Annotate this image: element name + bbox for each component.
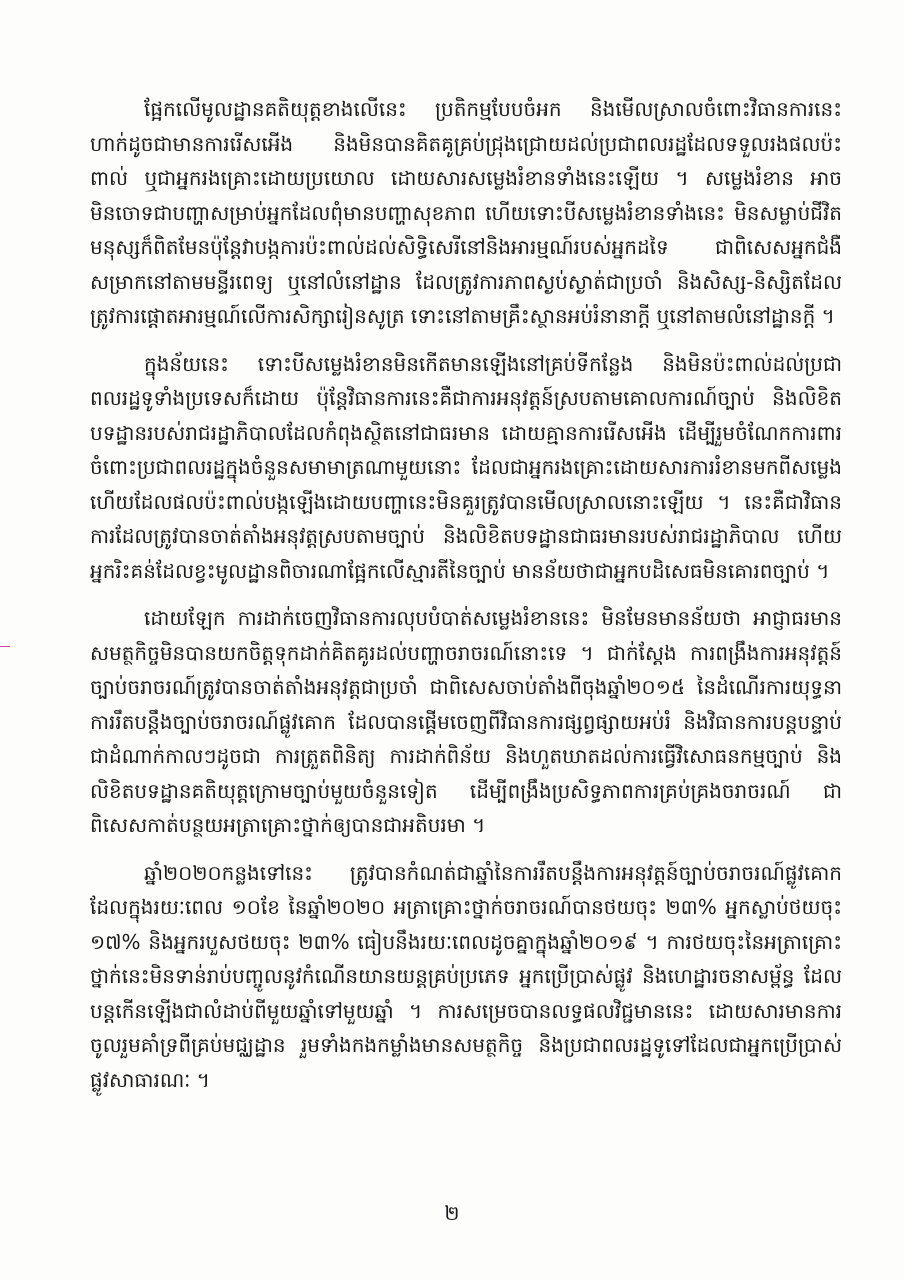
margin-mark bbox=[0, 646, 10, 647]
paragraph-4: ឆ្នាំ២០២០កន្លងទៅនេះ ត្រូវបានកំណត់ជាឆ្នាំនៃការរឹតបន្តឹងការអនុវត្តន៍ច្បាប់ចរាចរណ៍ផ្លូវគោក ដែលក្នុងរយៈពេល ១០ខែ នៃឆ្នាំ២០២០ អត្រាគ្រោះថ្នាក់ចរាចរណ៍បានថយចុះ ២៣% អ្នកស្លាប់ថយចុះ ១៧% និងអ្នករបួសថយចុះ ២៣% ធៀបនឹងរយៈពេលដូចគ្នាក្នុងឆ្នាំ២០១៩ ។ ការថយចុះនៃអត្រាគ្រោះថ្នាក់នេះមិនទាន់រាប់បញ្ចូលនូវកំណើនយានយន្តគ្រប់ប្រភេទ អ្នកប្រើប្រាស់ផ្លូវ និងហេដ្ឋារចនាសម្ព័ន្ធ ដែលបន្តកើនឡើងជាលំដាប់ពីមួយឆ្នាំទៅមួយឆ្នាំ ។ ការសម្រេចបានលទ្ធផលវិជ្ជមាននេះ ដោយសារមានការចូលរួមគាំទ្រពីគ្រប់មជ្ឈដ្ឋាន រួមទាំងកងកម្លាំងមានសមត្ថកិច្ច និងប្រជាពលរដ្ឋទូទៅដែលជាអ្នកប្រើប្រាស់ផ្លូវសាធារណៈ ។ bbox=[90, 860, 842, 1092]
paragraph-2: ក្នុងន័យនេះ ទោះបីសម្លេងរំខានមិនកើតមានឡើងនៅគ្រប់ទីកន្លែង និងមិនប៉ះពាល់ដល់ប្រជាពលរដ្ឋទូទាំងប្រទេសក៏ដោយ ប៉ុន្តែវិធានការនេះគឺជាការអនុវត្តន៍ស្របតាមគោលការណ៍ច្បាប់ និងលិខិតបទដ្ឋានរបស់រាជរដ្ឋាភិបាលដែលកំពុងស្ថិតនៅជាធរមាន ដោយគ្មានការរើសអើង ដើម្បីរួមចំណែកការពារចំពោះប្រជាពលរដ្ឋក្នុងចំនួនសមាមាត្រណាមួយនោះ ដែលជាអ្នករងគ្រោះដោយសារការរំខានមកពីសម្លេង ហើយដែលផលប៉ះពាល់បង្កឡើងដោយបញ្ហានេះមិនគួរត្រូវបានមើលស្រាលនោះឡើយ ។ នេះគឺជាវិធានការដែលត្រូវបានចាត់តាំងអនុវត្តស្របតាមច្បាប់ និងលិខិតបទដ្ឋានជាធរមានរបស់រាជរដ្ឋាភិបាល ហើយអ្នករិះគន់ដែលខ្វះមូលដ្ឋានពិចារណាផ្អែកលើស្មារតីនៃច្បាប់ មានន័យថាជាអ្នកបដិសេធមិនគោរពច្បាប់ ។ bbox=[90, 351, 842, 583]
document-body bbox=[90, 92, 842, 1110]
page-number: ២ bbox=[444, 1201, 460, 1225]
paragraph-3: ដោយឡែក ការដាក់ចេញវិធានការលុបបំបាត់សម្លេងរំខាននេះ មិនមែនមានន័យថា អាជ្ញាធរមានសមត្ថកិច្ចមិនបានយកចិត្តទុកដាក់គិតគូរដល់បញ្ហាចរាចរណ៍នោះទេ ។ ជាក់ស្ដែង ការពង្រឹងការអនុវត្តន៍ច្បាប់ចរាចរណ៍ត្រូវបានចាត់តាំងអនុវត្តជាប្រចាំ ជាពិសេសចាប់តាំងពីចុងឆ្នាំ២០១៥ នៃដំណើរការយុទ្ធនាការរឹតបន្តឹងច្បាប់ចរាចរណ៍ផ្លូវគោក ដែលបានផ្ដើមចេញពីវិធានការផ្សព្វផ្សាយអប់រំ និងវិធានការបន្តបន្ទាប់ជាដំណាក់កាលៗដូចជា ការត្រួតពិនិត្យ ការដាក់ពិន័យ និងហួតឃាតដល់ការធ្វើវិសោធនកម្មច្បាប់ និងលិខិតបទដ្ឋានគតិយុត្តក្រោមច្បាប់មួយចំនួនទៀត ដើម្បីពង្រឹងប្រសិទ្ធភាពការគ្រប់គ្រងចរាចរណ៍ ជាពិសេសកាត់បន្ថយអត្រាគ្រោះថ្នាក់ឲ្យបានជាអតិបរមា ។ bbox=[90, 606, 842, 837]
paragraph-1: ផ្អែកលើមូលដ្ឋានគតិយុត្តខាងលើនេះ ប្រតិកម្មបែបចំអក និងមើលស្រាលចំពោះវិធានការនេះ ហាក់ដូចជាមានការរើសអើង និងមិនបានគិតគូគ្រប់ជ្រុងជ្រោយដល់ប្រជាពលរដ្ឋដែលទទួលរងផលប៉ះពាល់ ឬជាអ្នករងគ្រោះដោយប្រយោល ដោយសារសម្លេងរំខានទាំងនេះឡើយ ។ សម្លេងរំខាន អាចមិនចោទជាបញ្ហាសម្រាប់អ្នកដែលពុំមានបញ្ហាសុខភាព ហើយទោះបីសម្លេងរំខានទាំងនេះ មិនសម្លាប់ជីវិតមនុស្សក៏ពិតមែនប៉ុន្តែវាបង្កការប៉ះពាល់ដល់សិទ្ធិសេរីនៅនិងអារម្មណ៍របស់អ្នកដទៃ ជាពិសេសអ្នកជំងឺសម្រាកនៅតាមមន្ទីរពេទ្យ ឬនៅលំនៅដ្ឋាន ដែលត្រូវការភាពស្ងប់ស្ងាត់ជាប្រចាំ និងសិស្ស-និស្សិតដែលត្រូវការផ្ដោតអារម្មណ៍លើការសិក្សារៀនសូត្រ ទោះនៅតាមគ្រឹះស្ថានអប់រំនានាក្ដី ឬនៅតាមលំនៅដ្ឋានក្ដី ។ bbox=[90, 97, 842, 328]
